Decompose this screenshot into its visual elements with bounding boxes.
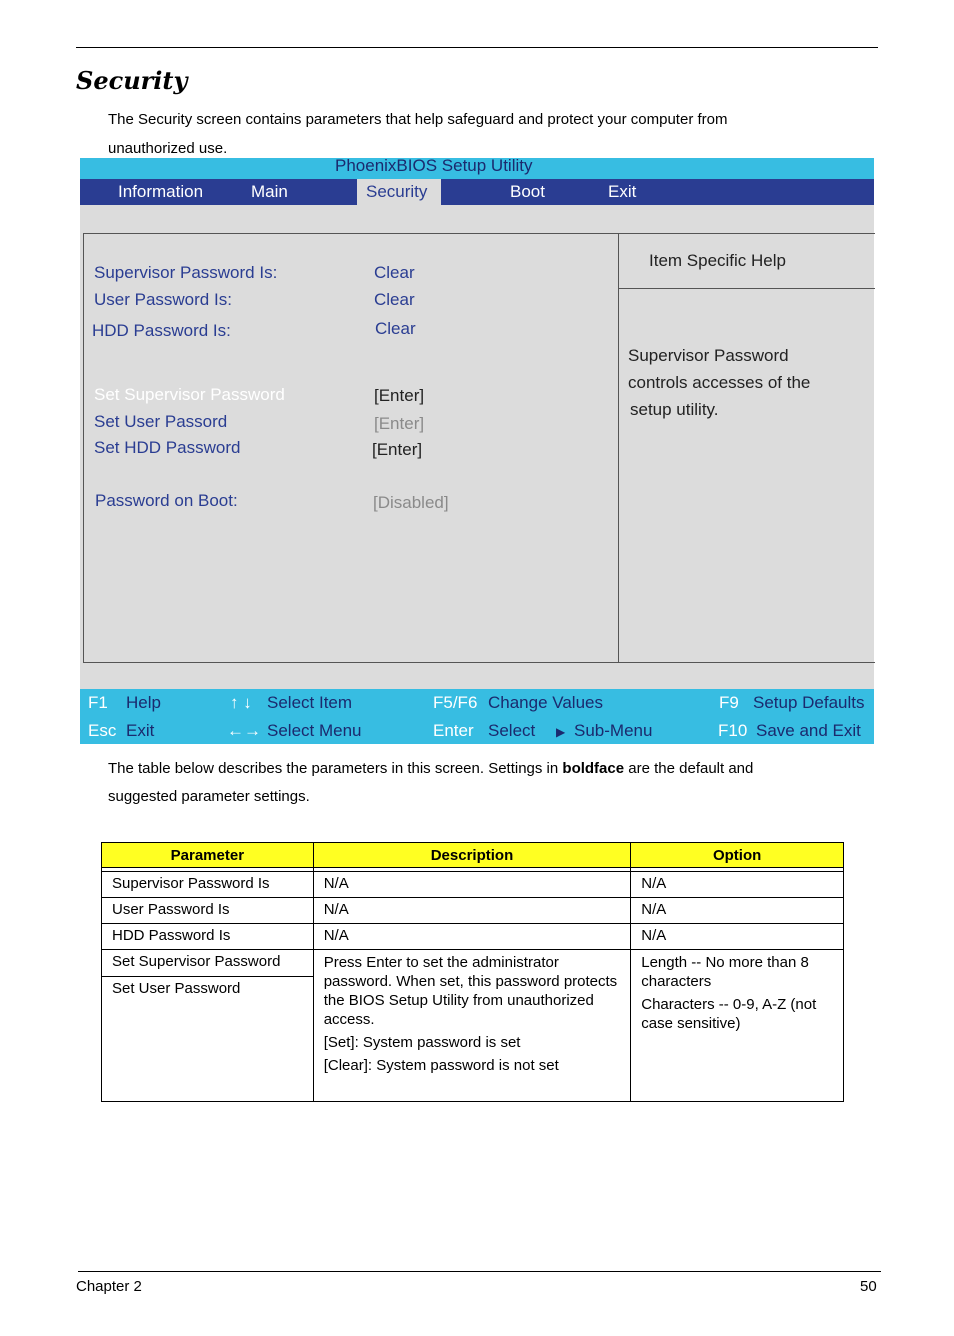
key-leftright-arrows: ←→ <box>227 721 261 740</box>
cell-description: N/A <box>313 924 631 950</box>
help-divider <box>619 288 875 289</box>
footer-page-number: 50 <box>860 1278 877 1295</box>
set-supervisor-password-item[interactable]: Set Supervisor Password <box>94 385 285 404</box>
table-intro-bold: boldface <box>562 760 625 777</box>
set-user-password-item[interactable]: Set User Passord <box>94 412 228 431</box>
header-parameter: Parameter <box>102 843 314 868</box>
table-row <box>102 872 844 898</box>
cell-option: N/A <box>631 898 844 924</box>
cell-option: N/A <box>631 872 844 898</box>
parameter-table <box>101 842 844 1102</box>
menu-boot[interactable]: Boot <box>510 182 545 201</box>
bios-menu-bar <box>80 179 874 205</box>
key-f9: F9 <box>719 693 739 712</box>
table-row <box>102 950 844 1102</box>
intro-text-line2: unauthorized use. <box>108 140 228 157</box>
top-rule <box>76 47 878 48</box>
password-on-boot-label[interactable]: Password on Boot: <box>95 491 238 510</box>
desc-press-enter: Press Enter to set the administrator password. When set, this password protects the BIOS Setup Utility from unauthorized access. <box>323 954 618 1028</box>
bios-key-legend <box>80 689 874 744</box>
help-text-line2: controls accesses of the <box>628 373 811 392</box>
header-option: Option <box>631 843 844 868</box>
option-length: Length -- No more than 8 characters <box>641 954 809 990</box>
key-submenu-desc: Sub-Menu <box>574 721 653 740</box>
help-text-line1: Supervisor Password <box>628 346 789 365</box>
key-f10: F10 <box>718 721 748 740</box>
param-set-user: Set User Password <box>112 980 241 997</box>
password-on-boot-value: [Disabled] <box>373 493 449 512</box>
cell-parameter: User Password Is <box>102 898 314 924</box>
key-enter: Enter <box>433 721 474 740</box>
supervisor-password-is-value: Clear <box>374 263 415 282</box>
menu-exit[interactable]: Exit <box>608 182 637 201</box>
option-characters: Characters -- 0-9, A-Z (not case sensitive) <box>641 996 817 1032</box>
table-intro-line2: suggested parameter settings. <box>108 788 310 805</box>
item-specific-help-panel <box>618 233 875 663</box>
table-header-row <box>102 843 844 868</box>
menu-security[interactable]: Security <box>357 179 441 205</box>
set-supervisor-password-value[interactable]: [Enter] <box>374 386 425 405</box>
cell-description <box>313 950 631 1102</box>
set-hdd-password-item[interactable]: Set HDD Password <box>94 438 241 457</box>
bios-title: PhoenixBIOS Setup Utility <box>335 156 533 175</box>
cell-option: N/A <box>631 924 844 950</box>
key-esc-desc: Exit <box>126 721 155 740</box>
help-title: Item Specific Help <box>649 251 786 270</box>
cell-option <box>631 950 844 1102</box>
bios-screen <box>80 158 874 744</box>
cell-parameter: HDD Password Is <box>102 924 314 950</box>
bottom-rule <box>78 1271 881 1272</box>
key-f1: F1 <box>88 693 108 712</box>
user-password-is-value: Clear <box>374 290 415 309</box>
param-set-supervisor: Set Supervisor Password <box>102 950 313 977</box>
key-leftright-desc: Select Menu <box>267 721 362 740</box>
desc-clear: [Clear]: System password is not set <box>323 1057 559 1074</box>
hdd-password-is-label: HDD Password Is: <box>92 321 231 340</box>
menu-main[interactable]: Main <box>251 182 288 201</box>
header-description: Description <box>313 843 631 868</box>
bios-settings-panel <box>83 233 619 663</box>
desc-set: [Set]: System password is set <box>323 1034 521 1051</box>
set-user-password-value: [Enter] <box>374 414 425 433</box>
key-f1-desc: Help <box>126 693 161 712</box>
table-intro-text-end: are the default and <box>624 760 754 777</box>
table-intro-line1 <box>108 754 868 783</box>
help-text-line3: setup utility. <box>630 400 719 419</box>
cell-parameter: Supervisor Password Is <box>102 872 314 898</box>
key-f5f6: F5/F6 <box>433 693 478 712</box>
triangle-right-icon: ▶ <box>556 725 566 739</box>
key-enter-desc: Select <box>488 721 536 740</box>
key-esc: Esc <box>88 721 117 740</box>
intro-text-line1: The Security screen contains parameters that help safeguard and protect your computer from <box>108 111 728 128</box>
set-hdd-password-value[interactable]: [Enter] <box>372 440 423 459</box>
cell-description: N/A <box>313 898 631 924</box>
menu-information[interactable]: Information <box>118 182 204 201</box>
supervisor-password-is-label: Supervisor Password Is: <box>94 263 278 282</box>
page-title: Security <box>76 66 188 95</box>
key-f5f6-desc: Change Values <box>488 693 603 712</box>
key-updown-desc: Select Item <box>267 693 353 712</box>
cell-parameter <box>102 950 314 1102</box>
footer-chapter: Chapter 2 <box>76 1278 142 1295</box>
table-intro-text: The table below describes the parameters in this screen. Settings in <box>108 760 563 777</box>
key-f10-desc: Save and Exit <box>756 721 861 740</box>
table-row <box>102 924 844 950</box>
cell-description: N/A <box>313 872 631 898</box>
key-f9-desc: Setup Defaults <box>753 693 865 712</box>
bios-title-bar <box>80 158 874 179</box>
table-row <box>102 898 844 924</box>
key-updown-arrows: ↑ ↓ <box>230 693 252 712</box>
hdd-password-is-value: Clear <box>375 319 416 338</box>
user-password-is-label: User Password Is: <box>94 290 232 309</box>
